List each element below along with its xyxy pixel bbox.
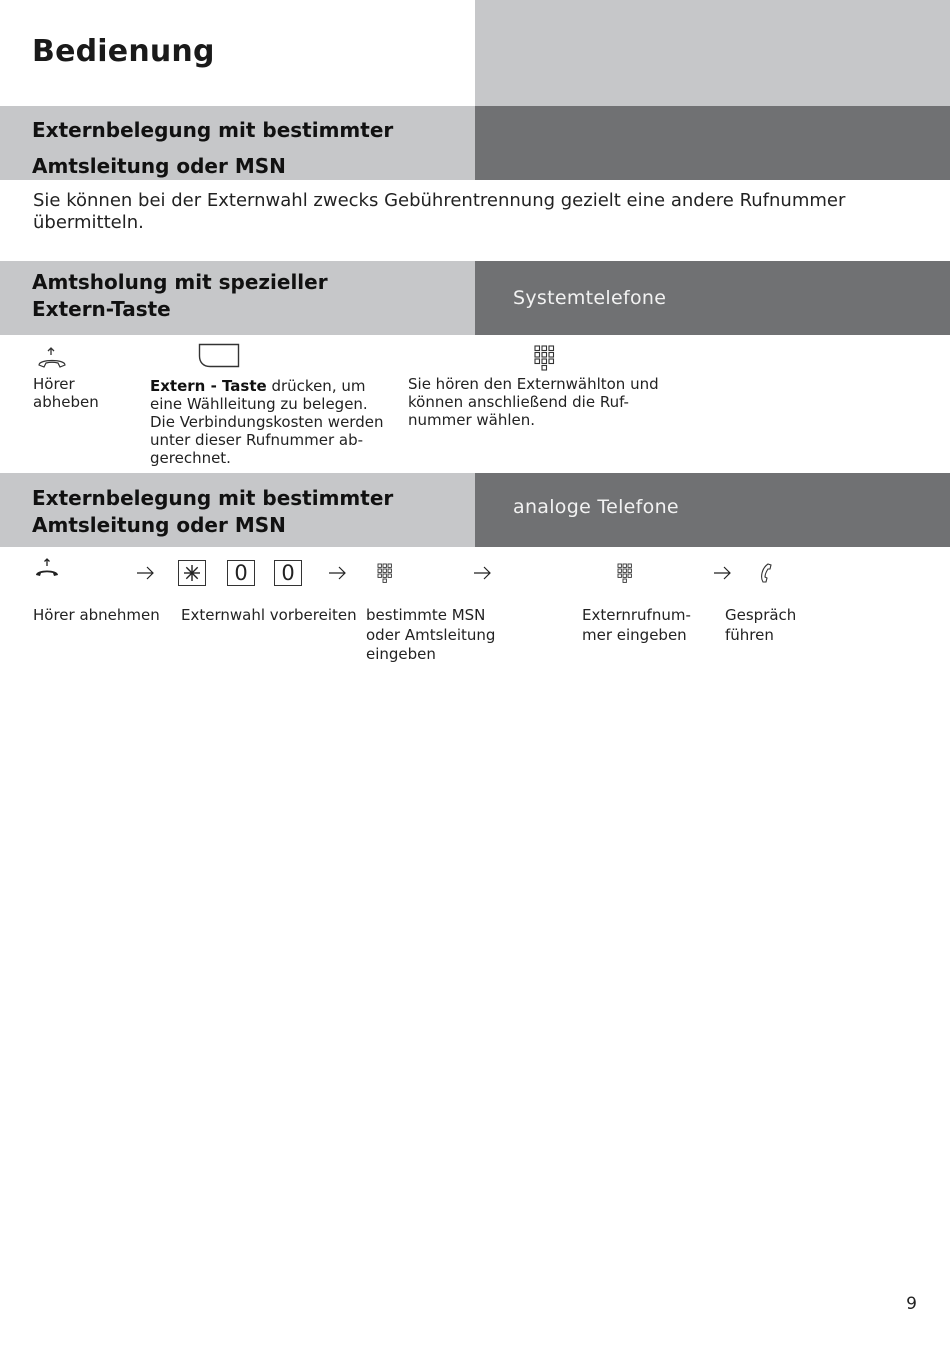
step-extern-line3: Die Verbindungskosten werden <box>150 413 384 431</box>
caption-number-line2: mer eingeben <box>582 625 687 644</box>
handset-lift-icon <box>36 346 68 370</box>
step-lift-label-line1: Hörer <box>33 375 75 393</box>
zero-key-icon: 0 <box>227 560 255 586</box>
sidebar-label-analoge-telefone: analoge Telefone <box>513 496 679 518</box>
caption-msn-line3: eingeben <box>366 645 436 663</box>
star-key-icon <box>178 560 206 586</box>
step-extern-line4: unter dieser Rufnummer ab- <box>150 431 364 449</box>
step-lift-label <box>33 375 99 411</box>
step-extern-text <box>150 377 390 467</box>
page-number: 9 <box>906 1294 917 1314</box>
caption-msn <box>366 606 495 665</box>
caption-talk-line1: Gespräch <box>725 606 797 624</box>
caption-talk-line2: führen <box>725 625 774 644</box>
page-title: Bedienung <box>32 34 215 69</box>
section1-heading <box>32 112 462 184</box>
extern-key-bold: Extern - Taste <box>150 377 267 395</box>
step-keypad-line3: nummer wählen. <box>408 411 536 429</box>
step-keypad-text <box>408 375 668 429</box>
section1-heading-line2: Amtsleitung oder MSN <box>32 154 286 178</box>
arrow-right-icon <box>713 564 733 582</box>
section3-heading-line2: Amtsleitung oder MSN <box>32 513 286 537</box>
step-keypad-line2: können anschließend die Ruf- <box>408 393 629 411</box>
keypad-icon <box>377 563 393 583</box>
arrow-right-icon <box>136 564 156 582</box>
step-extern-line1 <box>150 377 390 395</box>
caption-talk <box>725 606 796 645</box>
caption-msn-line2: oder Amtsleitung <box>366 625 496 644</box>
section2-heading-line2: Extern-Taste <box>32 297 171 321</box>
section2-heading <box>32 269 328 323</box>
caption-lift: Hörer abnehmen <box>33 606 160 624</box>
section1-heading-line1: Externbelegung mit bestimmter <box>32 118 394 142</box>
section2-heading-line1: Amtsholung mit spezieller <box>32 270 328 294</box>
step-extern-line5: gerechnet. <box>150 449 231 467</box>
step-lift-label-line2: abheben <box>33 393 99 411</box>
keypad-icon <box>617 563 633 583</box>
extern-key-icon <box>198 343 240 368</box>
handset-lift-icon <box>34 558 62 580</box>
intro-paragraph: Sie können bei der Externwahl zwecks Gebührentrennung gezielt eine andere Rufnummer übermitteln. <box>33 190 846 233</box>
arrow-right-icon <box>328 564 348 582</box>
arrow-right-icon <box>473 564 493 582</box>
caption-number <box>582 606 691 645</box>
keypad-icon <box>534 345 556 372</box>
section3-heading <box>32 485 393 539</box>
caption-msn-line1: bestimmte MSN <box>366 606 486 624</box>
handset-talk-icon <box>759 562 773 584</box>
section3-heading-line1: Externbelegung mit bestimmter <box>32 486 394 510</box>
step-extern-line1-rest: drücken, um <box>266 377 366 395</box>
section1-dark-band <box>475 106 950 180</box>
sidebar-label-systemtelefone: Systemtelefone <box>513 287 667 309</box>
caption-number-line1: Externrufnum- <box>582 606 691 624</box>
caption-prepare: Externwahl vorbereiten <box>181 606 357 624</box>
zero-key-icon: 0 <box>274 560 302 586</box>
step-extern-line2: eine Wählleitung zu belegen. <box>150 395 368 413</box>
header-gray-block <box>475 0 950 106</box>
step-keypad-line1: Sie hören den Externwählton und <box>408 375 659 393</box>
